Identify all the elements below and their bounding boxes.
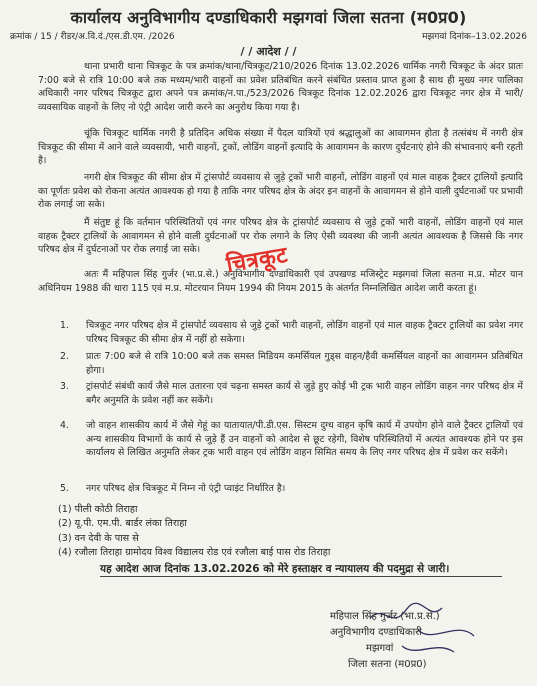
list-item: (2) यू.पी. एम.पी. बार्डर लंका तिराहा bbox=[58, 518, 187, 530]
signatory-designation: अनुविभागीय दण्डाधिकारी bbox=[330, 627, 422, 638]
reference-number: क्रमांक / 15 / रीडर/अ.वि.दं./एस.डी.एम. /2026 bbox=[10, 32, 175, 42]
paragraph-1: थाना प्रभारी थाना चित्रकूट के पत्र क्रमांक/थाना/चित्रकूट/210/2026 दिनांक 13.02.2026 धार्मिक नगरी चित्रकूट के अंदर प्रातः 7:00 बजे से रात्रि 10:00 बजे तक मध्यम/भारी वाहनों का प्रवेश प्रतिबंधित करने संबंधित प्रस्ताव प्राप्त हुआ है साथ ही मुख्य नगर पालिका अधिकारी नगर परिषद चित्रकूट द्वारा अपने पत्र क्रमांक/न.पा./523/2026 चित्रकूट दिनांक 12.02.2026 द्वारा चित्रकूट नगर क्षेत्र में भारी/व्यवसायिक वाहनों के लिए नो एंट्री आदेश जारी करने का अनुरोध किया गया है। bbox=[38, 61, 523, 113]
list-item: (3) वन देवी के पास से bbox=[58, 532, 139, 544]
paragraph-2: चूंकि चित्रकूट धार्मिक नगरी है प्रतिदिन अधिक संख्या में पैदल यात्रियों एवं श्रद्धालुओं का आवागमन होता है तत्संबंध में नगरी क्षेत्र चित्रकूट की सीमा में आने वाले व्यवसायी, भारी वाहनों, ट्रकों, लोडिंग वाहनों इत्यादि के आवागमन के कारण दुर्घटनाएं होने की संभावनाएं बनी रहती है। bbox=[38, 128, 523, 167]
order-item-3 bbox=[38, 380, 523, 407]
no-entry-points-list bbox=[58, 503, 330, 560]
list-item: (1) पीली कोठी तिराहा bbox=[58, 504, 138, 515]
list-item: (4) रजौला तिराहा ग्रामोदय विश्व विद्यालय रोड एवं रजौला बाई पास रोड तिराहा bbox=[58, 546, 331, 558]
place-date: मझगवां दिनांक–13.02.2026 bbox=[422, 32, 527, 42]
order-item-4 bbox=[38, 419, 523, 460]
issuance-line: यह आदेश आज दिनांक 13.02.2026 को मेरे हस्ताक्षर व न्यायालय की पदमुद्रा से जारी। bbox=[100, 563, 450, 575]
office-title: कार्यालय अनुविभागीय दण्डाधिकारी मझगवां जिला सतना (म0प्र0) bbox=[70, 8, 467, 27]
paragraph-3: नगरी क्षेत्र चित्रकूट की सीमा क्षेत्र में ट्रांसपोर्ट व्यवसाय से जुड़े ट्रकों भारी वाहनों, लोडिंग वाहनों एवं माल वाहक ट्रैक्टर ट्रालियों इत्यादि का पूर्णतः प्रवेश को रोकना अत्यंत आवश्यक हो गया है ताकि नगर परिषद क्षेत्र के अंदर इन वाहनों के आवागमन से होने वाली दुर्घटनाओं पर प्रभावी रोक लगाई जा सके। bbox=[38, 172, 523, 211]
signatory-name: महिपाल सिंह गुर्जर (भा.प्र.से.) bbox=[330, 611, 440, 622]
item-number: 4. bbox=[60, 420, 69, 431]
item-text: जो वाहन शासकीय कार्य में जैसे गेहूं का यातायात/पी.डी.एस. सिस्टम दुग्ध वाहन कृषि कार्य में उपयोग होने वाले ट्रैक्टर ट्रालियों एवं अन्य शासकीय विभागों के कार्य से जुड़े हैं उन वाहनों को आदेश से छूट रहेगी, विशेष परिस्थितियों में अत्यंत आवश्यक होने पर इस कार्यालय से लिखित अनुमति लेकर ट्रक भारी वाहन एवं लोडिंग वाहन सिमित समय के लिए नगर परिषद क्षेत्र में प्रवेश कर सकेंगे। bbox=[86, 420, 523, 459]
signatory-district: जिला सतना (म0प्र0) bbox=[348, 659, 427, 670]
item-text: चित्रकूट नगर परिषद क्षेत्र में ट्रांसपोर्ट व्यवसाय से जुड़े ट्रकों भारी वाहनों, लोडिंग वाहनों एवं माल वाहक ट्रैक्टर ट्रालियों का प्रवेश नगर परिषद चित्रकूट की सीमा क्षेत्र में नहीं हो सकेगा। bbox=[86, 320, 523, 345]
item-number: 2. bbox=[60, 351, 69, 362]
paragraph-5: अतः मैं महिपाल सिंह गुर्जर (भा.प्र.से.) अनुविभागीय दण्डाधिकारी एवं उपखण्ड मजिस्ट्रेट मझगवां जिला सतना म.प्र. मोटर यान अधिनियम 1988 की धारा 115 एवं म.प्र. मोटरयान नियम 1994 की नियम 2015 के अंतर्गत निम्नलिखित आदेश जारी करता हूं। bbox=[38, 269, 523, 294]
chitrakoot-watermark-stamp: चित्रकूट bbox=[224, 242, 290, 279]
order-item-1 bbox=[38, 319, 523, 346]
item-number: 5. bbox=[60, 483, 69, 494]
order-item-2 bbox=[38, 350, 523, 377]
item-number: 3. bbox=[60, 381, 69, 392]
item-text: नगर परिषद क्षेत्र चित्रकूट में निम्न नो एंट्री प्वाइंट निर्धारित है। bbox=[86, 483, 286, 494]
signatory-place: मझगवां bbox=[366, 643, 394, 654]
item-text: ट्रांसपोर्ट संबंधी कार्य जैसे माल उतारना एवं चढ़ना समस्त कार्य से जुड़े हुए कोई भी ट्रक भारी वाहन लोडिंग वाहन नगर परिषद क्षेत्र में बगैर अनुमति के प्रवेश नहीं कर सकेंगे। bbox=[86, 381, 523, 406]
item-number: 1. bbox=[60, 320, 69, 331]
item-text: प्रातः 7:00 बजे से रात्रि 10:00 बजे तक समस्त मिडियम कमर्सियल गुड्स वाहन/हैवी कमर्सियल वाहनों का आवागमन प्रतिबंधित होगा। bbox=[86, 351, 523, 376]
paragraph-4: मैं संतुष्ट हूं कि वर्तमान परिस्थितियों एवं नगर परिषद क्षेत्र के ट्रांसपोर्ट व्यवसाय से जुड़े ट्रकों भारी वाहनों, लोडिंग वाहनों एवं माल वाहक ट्रैक्टर ट्रालियों के आवागमन से होने वाली दुर्घटनाओं पर रोक लगाने के लिए ऐसी व्यवस्था की जानी अत्यंत आवश्यक है जिससे कि नगर परिषद क्षेत्र में दुर्घटनाओं पर रोक लगाई जा सके। bbox=[38, 217, 523, 256]
signature-block bbox=[330, 609, 440, 673]
order-item-5 bbox=[38, 482, 523, 496]
order-heading: / / आदेश / / bbox=[240, 45, 297, 58]
issuance-underline bbox=[100, 576, 502, 577]
